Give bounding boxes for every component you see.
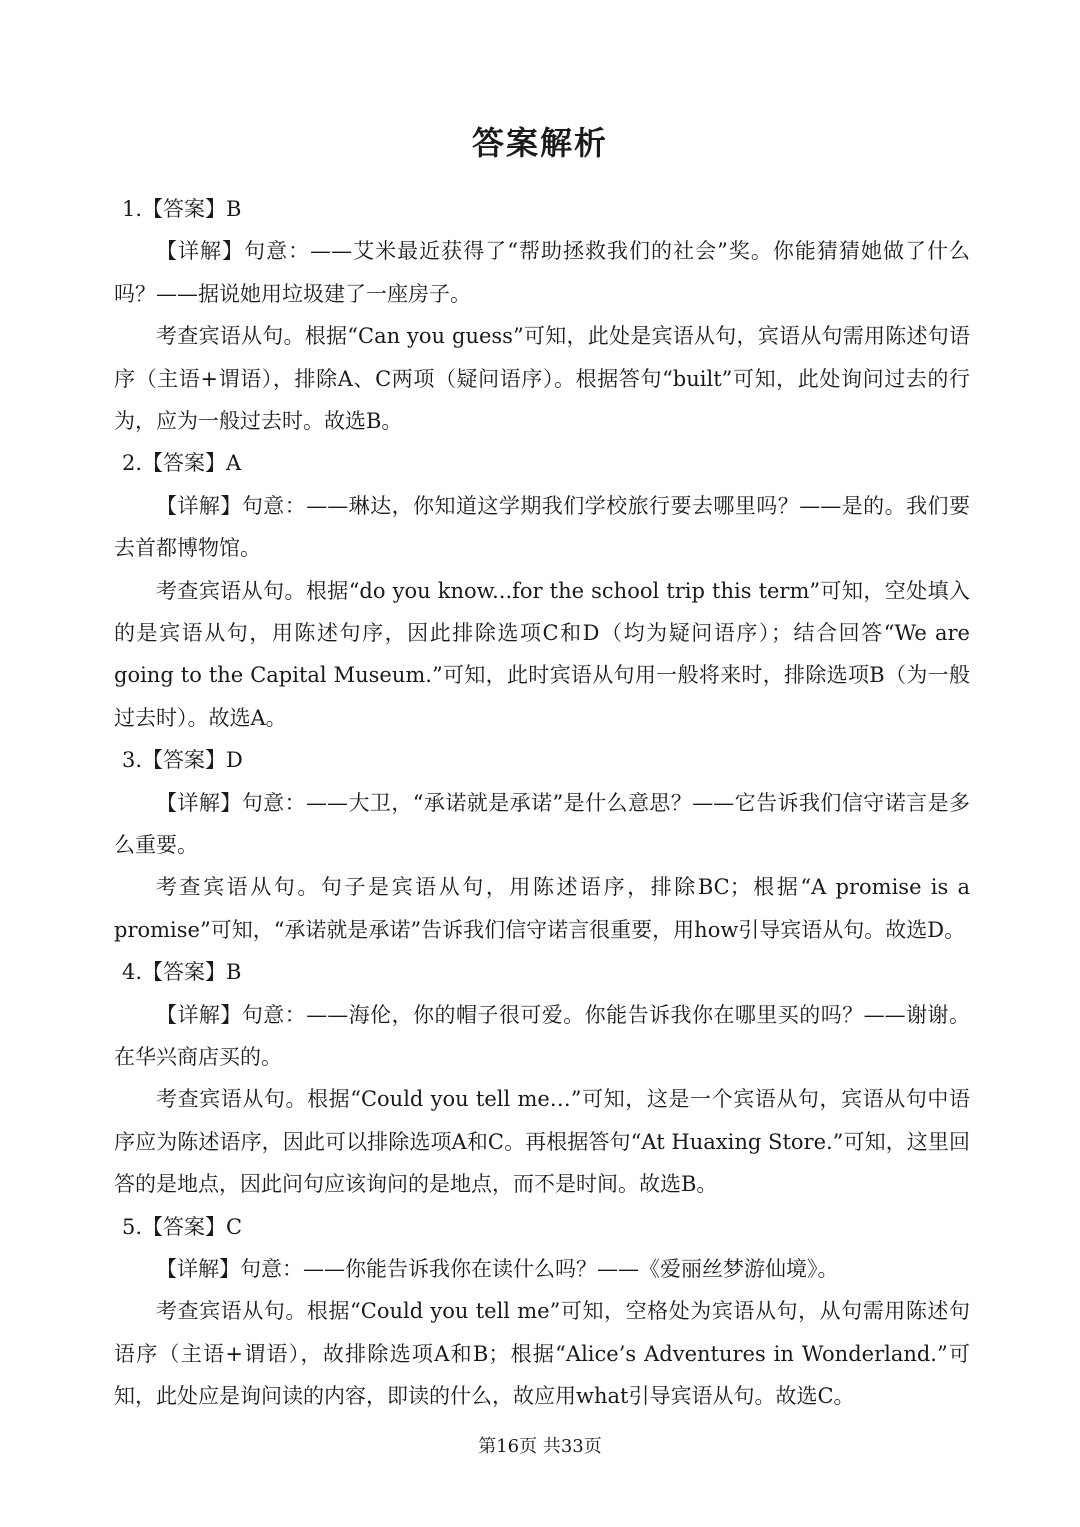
detail-paragraph: 【详解】句意：——你能告诉我你在读什么吗？——《爱丽丝梦游仙境》。	[156, 1257, 839, 1282]
page-title: 答案解析	[471, 124, 608, 162]
answer-line: 2.【答案】A	[122, 451, 242, 476]
question-item	[114, 951, 970, 1205]
analysis-paragraph: 考查宾语从句。句子是宾语从句，用陈述语序，排除BC；根据“A promise is a promise”可知，“承诺就是承诺”告诉我们信守诺言很重要，用how引导宾语从句。故选D。	[114, 875, 970, 942]
detail-paragraph: 【详解】句意：——琳达，你知道这学期我们学校旅行要去哪里吗？——是的。我们要去首都博物馆。	[114, 493, 970, 561]
question-item	[114, 442, 970, 739]
answer-line: 5.【答案】C	[122, 1214, 243, 1239]
answer-line: 3.【答案】D	[122, 748, 243, 773]
question-item	[114, 1206, 970, 1418]
detail-paragraph: 【详解】句意：——大卫，“承诺就是承诺”是什么意思？——它告诉我们信守诺言是多么重要。	[114, 790, 970, 858]
analysis-paragraph: 考查宾语从句。根据“Can you guess”可知，此处是宾语从句，宾语从句需用陈述句语序（主语+谓语），排除A、C两项（疑问语序）。根据答句“built”可知，此处询问过去的行为，应为一般过去时。故选B。	[114, 324, 970, 434]
answer-line: 1.【答案】B	[122, 197, 242, 221]
page-footer: 第16页 共33页	[478, 1436, 602, 1457]
analysis-paragraph: 考查宾语从句。根据“Could you tell me…”可知，这是一个宾语从句，宾语从句中语序应为陈述语序，因此可以排除选项A和C。再根据答句“At Huaxing Store.”可知，这里回答的是地点，因此问句应该询问的是地点，而不是时间。故选B。	[114, 1087, 970, 1197]
question-item	[114, 188, 970, 442]
question-item	[114, 739, 970, 951]
detail-paragraph: 【详解】句意：——海伦，你的帽子很可爱。你能告诉我你在哪里买的吗？——谢谢。在华兴商店买的。	[114, 1002, 970, 1070]
analysis-paragraph: 考查宾语从句。根据“do you know...for the school trip this term”可知，空处填入的是宾语从句，用陈述句序，因此排除选项C和D（均为疑问语序）；结合回答“We are going to the Capital Museum.”可知，此时宾语从句用一般将来时，排除选项B（为一般过去时）。故选A。	[114, 578, 970, 730]
detail-paragraph: 【详解】句意：——艾米最近获得了“帮助拯救我们的社会”奖。你能猜猜她做了什么吗？——据说她用垃圾建了一座房子。	[114, 239, 970, 306]
answer-line: 4.【答案】B	[122, 960, 242, 985]
analysis-paragraph: 考查宾语从句。根据“Could you tell me”可知，空格处为宾语从句，从句需用陈述句语序（主语+谓语），故排除选项A和B；根据“Alice’s Adventures in Wonderland.”可知，此处应是询问读的内容，即读的什么，故应用what引导宾语从句。故选C。	[114, 1299, 970, 1409]
answer-list	[114, 188, 970, 1418]
